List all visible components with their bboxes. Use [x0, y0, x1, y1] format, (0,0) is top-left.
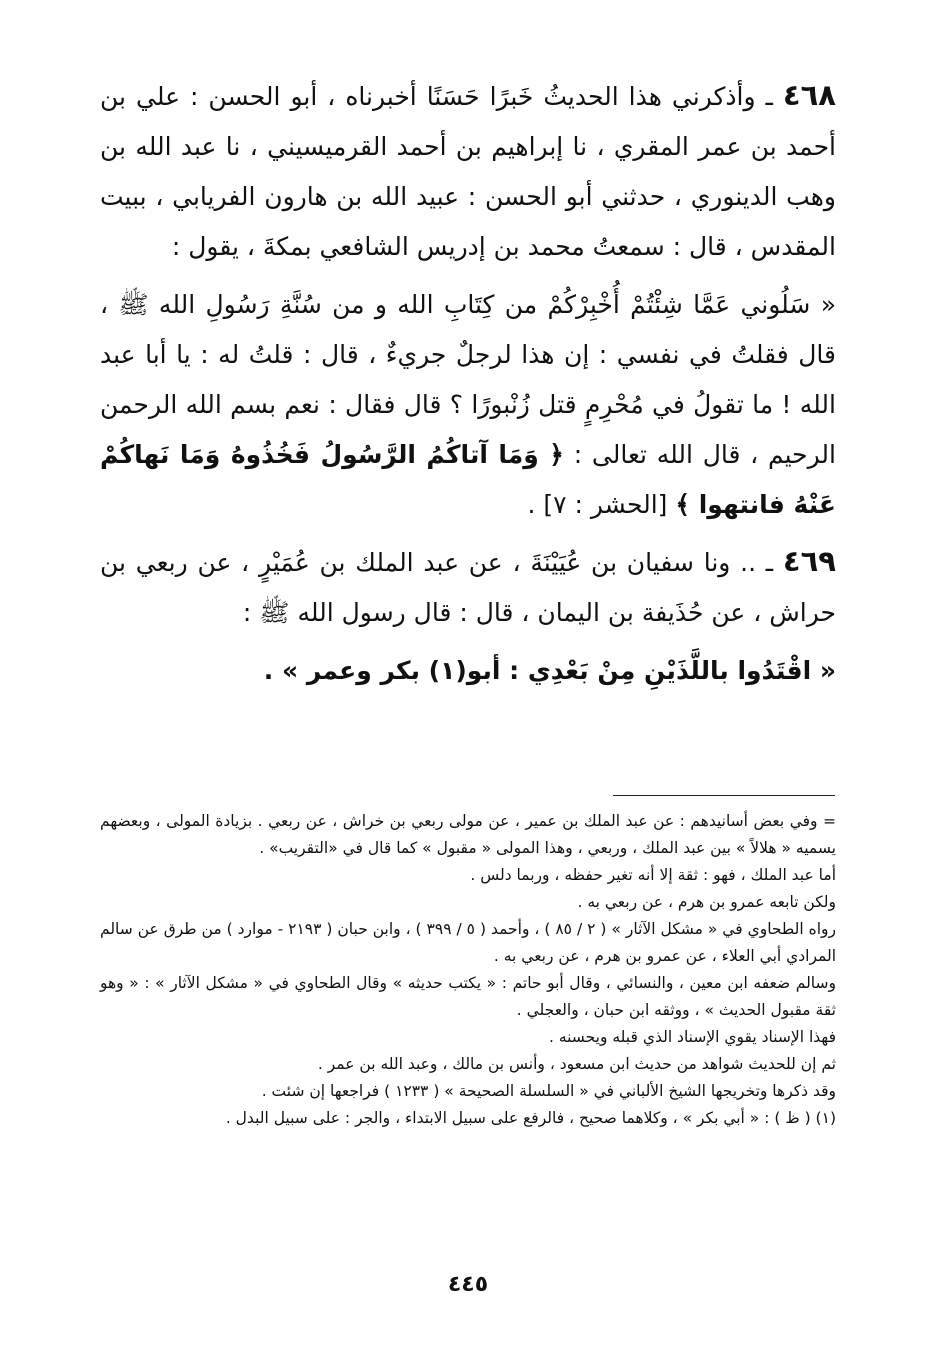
- hadith-469-quote: [100, 646, 836, 696]
- footnote-line: رواه الطحاوي في « مشكل الآثار » ( ٢ / ٨٥ ) ، وأحمد ( ٥ / ٣٩٩ ) ، وابن حبان ( ٢١٩٣ - موارد ) من طرق عن سالم المرادي أبي العلاء ، عن عمرو بن هرم ، عن ربعي به .: [100, 920, 837, 965]
- verse-reference: [الحشر : ٧] .: [527, 490, 668, 519]
- hadith-469-quote-text: « اقْتَدُوا باللَّذَيْنِ مِنْ بَعْدِي : أبو(١) بكر وعمر » .: [263, 656, 836, 685]
- entry-468: [100, 70, 836, 272]
- page-number: ٤٤٥: [447, 1272, 489, 1297]
- entry-469-text: ـ .. ونا سفيان بن عُيَيْنَةَ ، عن عبد الملك بن عُمَيْرٍ ، عن ربعي بن حراش ، عن حُذَيفة بن اليمان ، قال : قال رسول الله ﷺ :: [100, 548, 836, 627]
- quran-verse: ﴿ وَمَا آتاكُمُ الرَّسُولُ فَخُذُوهُ وَمَا نَهاكُمْ عَنْهُ فانتهوا ﴾: [100, 440, 836, 519]
- footnote-separator: [613, 795, 835, 796]
- footnote-line: ولكن تابعه عمرو بن هرم ، عن ربعي به .: [577, 893, 836, 911]
- footnote-line: (١) ( ظ ) : « أبي بكر » ، وكلاهما صحيح ، فالرفع على سبيل الابتداء ، والجر : على سبيل البدل .: [225, 1109, 836, 1127]
- footnote-line: وقد ذكرها وتخريجها الشيخ الألباني في « السلسلة الصحيحة » ( ١٢٣٣ ) فراجعها إن شئت .: [261, 1082, 836, 1100]
- footnote-line: ثم إن للحديث شواهد من حديث ابن مسعود ، وأنس بن مالك ، وعبد الله بن عمر .: [317, 1055, 836, 1073]
- entry-number-468: ٤٦٨: [782, 78, 836, 112]
- footnote-line: = وفي بعض أسانيدهم : عن عبد الملك بن عمير ، عن مولى ربعي بن خراش ، عن ربعي . بزيادة المولى ، وبعضهم يسميه « هلالاً » بين عبد الملك ، وربعي ، وهذا المولى « مقبول » كما قال في «التقريب» .: [100, 812, 836, 857]
- entry-469: [100, 536, 836, 638]
- main-text: [100, 70, 836, 696]
- hadith-468-text: « سَلُوني عَمَّا شِئْتُمْ أُخْبِرْكُمْ من كِتَابِ الله و من سُنَّةِ رَسُولِ الله ﷺ ، قال فقلتُ في نفسي : إن هذا لرجلٌ جريءٌ ، قال : قلتُ له : يا أبا عبد الله ! ما تقولُ في مُحْرِمٍ قتل زُنْبورًا ؟ قال فقال : نعم بسم الله الرحمن الرحيم ، قال الله تعالى :: [100, 290, 836, 469]
- entry-number-469: ٤٦٩: [782, 544, 836, 578]
- footnotes: [100, 808, 836, 1132]
- footnote-line: أما عبد الملك ، فهو : ثقة إلا أنه تغير حفظه ، وربما دلس .: [470, 866, 836, 884]
- footnote-line: فهذا الإسناد يقوي الإسناد الذي قبله ويحسنه .: [548, 1028, 836, 1046]
- footnote-line: وسالم ضعفه ابن معين ، والنسائي ، وقال أبو حاتم : « يكتب حديثه » وقال الطحاوي في « مشكل الآثار » : « وهو ثقة مقبول الحديث » ، ووثقه ابن حبان ، والعجلي .: [100, 974, 836, 1019]
- hadith-468: [100, 280, 836, 530]
- entry-468-text: ـ وأذكرني هذا الحديثُ خَبرًا حَسَنًا أخبرناه ، أبو الحسن : علي بن أحمد بن عمر المقري ، نا إبراهيم بن أحمد القرميسيني ، نا عبد الله بن وهب الدينوري ، حدثني أبو الحسن : عبيد الله بن هارون الفريابي ، ببيت المقدس ، قال : سمعتُ محمد بن إدريس الشافعي بمكةَ ، يقول :: [100, 82, 836, 261]
